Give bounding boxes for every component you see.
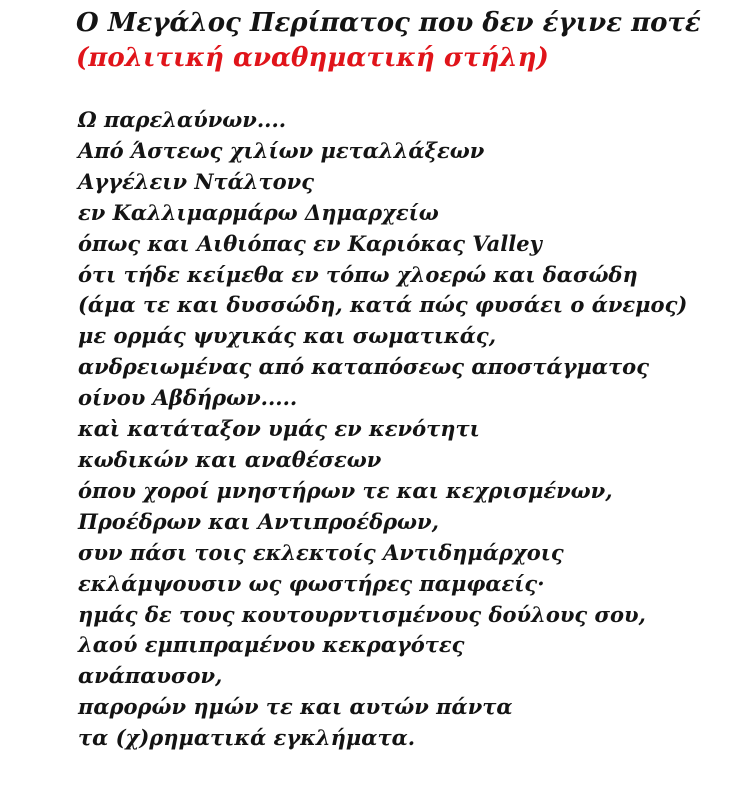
- poem-line: (άμα τε και δυσσώδη, κατά πώς φυσάει ο άνεμος): [78, 292, 688, 318]
- poem-line: καὶ κατάταξον υμάς εν κενότητι: [78, 416, 480, 442]
- poem-line: ημάς δε τους κουτουρντισμένους δούλους σου,: [78, 601, 646, 627]
- poem-line: Προέδρων και Αντιπροέδρων,: [78, 508, 439, 534]
- page-subtitle: (πολιτική αναθηματική στήλη): [76, 43, 549, 73]
- poem-line: Από Άστεως χιλίων μεταλλάξεων: [78, 137, 485, 163]
- poem-line: κωδικών και αναθέσεων: [78, 446, 382, 472]
- poem-line: λαού εμπιπραμένου κεκραγότες: [78, 632, 465, 658]
- poem-line: εκλάμψουσιν ως φωστήρες παμφαείς·: [78, 570, 545, 596]
- poem-line: οίνου Αβδήρων.....: [78, 385, 298, 411]
- poem-line: Ω παρελαύνων....: [78, 107, 287, 132]
- poem-line: όπως και Αιθιόπας εν Καριόκας Valley: [78, 230, 542, 256]
- poem-line: τα (χ)ρηματικά εγκλήματα.: [78, 725, 416, 751]
- poem-line: συν πάσι τοις εκλεκτοίς Αντιδημάρχοις: [78, 539, 564, 565]
- poem-line: ότι τήδε κείμεθα εν τόπω χλοερώ και δασώδη: [78, 261, 638, 287]
- poem-line: εν Καλλιμαρμάρω Δημαρχείω: [78, 199, 439, 225]
- poem-text: [78, 105, 687, 754]
- poem-line: παρορών ημών τε και αυτών πάντα: [78, 694, 513, 720]
- poem-line: όπου χοροί μνηστήρων τε και κεχρισμένων,: [78, 477, 613, 503]
- page-title: Ο Μεγάλος Περίπατος που δεν έγινε ποτέ: [76, 8, 701, 38]
- poem-line: με ορμάς ψυχικάς και σωματικάς,: [78, 323, 497, 349]
- poem-line: ανάπαυσον,: [78, 663, 223, 689]
- poem-line: ανδρειωμένας από καταπόσεως αποστάγματος: [78, 354, 649, 380]
- poem-line: Αγγέλειν Ντάλτονς: [78, 168, 315, 194]
